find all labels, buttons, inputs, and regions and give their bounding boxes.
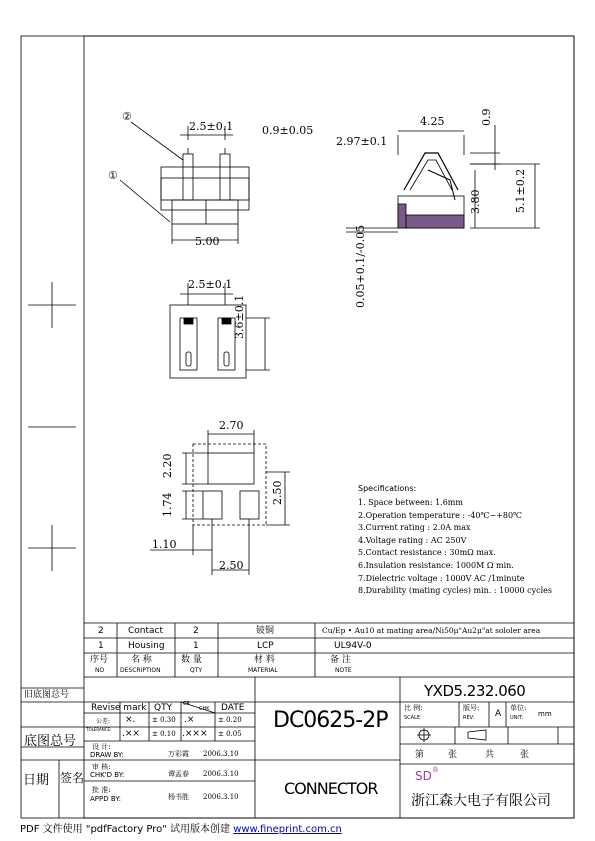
bom-no: 1 [98,641,104,651]
date-col-label: DATE [221,703,245,713]
pdf-footer [20,820,342,835]
bom-head-desc-en: DESCRIPTION [120,667,161,674]
specs-list [358,497,552,598]
spec-item: 2.Operation temperature : -40℃~+80℃ [358,510,522,520]
bom-head-desc: 名 称 [131,655,152,665]
appd-name: 杨书胜 [168,793,189,801]
dim-pitch-top: 2.5±0.1 [189,120,234,133]
dim-slot-len: 3.6±0.1 [233,294,246,339]
sheet-label-2: 张 [448,750,458,760]
bom-note: UL94V-0 [334,641,372,651]
bom-desc: Housing [128,641,165,651]
part-number: DC0625-2P [273,708,388,733]
dim-pad-h-bottom: 1.74 [161,492,174,517]
spec-item: 5.Contact resistance : 30mΩ max. [358,548,496,558]
document-number: YXD5.232.060 [424,682,526,700]
scale-cn: 比 例: [404,704,423,712]
qty-label: QTY [154,703,173,713]
bom-head-no: 序号 [90,655,109,665]
company-logo: SD [415,769,432,783]
rev-cn: 版号: [463,704,480,712]
dim-pad-total-h: 2.50 [271,480,284,505]
dim-pad-h-top: 2.20 [161,453,174,478]
bom-head-note-en: NOTE [335,667,352,674]
appd-cn: 批 准: [92,786,111,794]
tol-2-value: ± 0.20 [218,716,242,724]
revise-label: Revise mark [91,703,147,713]
company-logo-mark: ® [432,766,439,774]
tol-3: .×× [122,729,140,739]
bom-no: 2 [98,626,104,636]
tol-2: .× [184,715,195,725]
tol-1-value: ± 0.30 [152,716,176,724]
tol-1: ×. [125,715,136,725]
unit-en: UNIT: [510,715,524,721]
bom-material: 铍铜 [256,626,275,636]
bom-head-mat-en: MATERIAL [248,667,278,674]
unit-value: mm [538,710,552,718]
chk-name: 谭孟春 [168,770,189,778]
dim-side-len: 4.25 [420,115,445,128]
bom-note: Cu/Ep • Au10 at mating area/Ni50μ"Au2μ"at sololer area [322,626,541,635]
spec-item: 7.Dielectric voltage : 1000V AC /1minute [358,573,525,583]
bom-head-qty: 数 量 [181,655,202,665]
bom-desc: Contact [128,626,164,636]
front-view [120,122,249,244]
appd-date: 2006.3.10 [203,793,239,801]
date-label: 日期 [23,773,50,788]
old-drawing-label: 旧底图总号 [24,690,70,700]
company-name: 浙江森大电子有限公司 [411,793,551,809]
draw-cn: 设 计: [92,743,111,751]
dim-side-offset: 2.97±0.1 [336,135,388,148]
chk-label: CHK [199,706,210,712]
dim-width: 5.00 [195,235,220,248]
bottom-view [170,283,270,378]
chk-cn: 审 核: [92,763,111,771]
chk-date: 2006.3.10 [203,770,239,778]
cr-label: CR [183,701,190,707]
dim-side-gap: 0.9 [480,108,493,126]
scale-en: SCALE: [404,715,422,721]
bom-head-mat: 材 料 [254,655,275,665]
rev-value: A [495,709,502,719]
draw-en: DRAW BY: [90,751,124,759]
chk-en: CHK'D BY: [90,771,125,779]
callout-1: ① [108,169,118,182]
dim-pitch-bottom: 2.5±0.1 [188,278,233,291]
total-label: 共 [485,750,495,760]
drawing-no-label: 底图总号 [24,734,77,749]
rev-en: REV: [463,715,475,721]
bom-head-note: 备 注 [330,655,351,665]
sign-label: 签名 [60,771,85,785]
dim-side-h2: 5.1±0.2 [514,168,527,213]
tol-4-value: ± 0.05 [218,730,242,738]
total-label-2: 张 [520,750,530,760]
tol-cn: 公差: [96,718,111,725]
part-name: CONNECTOR [284,779,378,798]
bom-qty: 1 [193,641,199,651]
callout-2: ② [122,110,132,123]
dim-pad-offset: 1.10 [152,538,177,551]
tol-en: TOLERANCE: [86,727,112,732]
footer-link[interactable]: www.fineprint.com.cn [233,824,342,835]
dim-side-tol: 0.05+0.1/-0.05 [354,224,367,308]
spec-item: 3.Current rating : 2.0A max [358,523,471,533]
spec-item: 1. Space between: 1.6mm [358,498,463,507]
sheet-label: 第 [415,750,425,760]
dim-pad-pitch: 2.50 [219,559,244,572]
dim-pad-w-top: 2.70 [219,419,244,432]
specs-title: Specifications: [358,484,417,493]
unit-cn: 单位: [510,704,527,712]
draw-name: 万彩霞 [168,750,189,758]
tol-3-value: ± 0.10 [152,730,176,738]
spec-item: 8.Durability (mating cycles) min. : 10000 cycles [358,586,552,596]
bom-material: LCP [257,641,274,651]
dim-side-h1: 3.80 [469,189,482,214]
spec-item: 4.Voltage rating : AC 250V [358,535,467,545]
bom-head-no-en: NO [95,667,105,674]
dim-pin-width: 0.9±0.05 [262,124,314,137]
pdf-footer-text: PDF 文件使用 "pdfFactory Pro" 试用版本创建 [20,824,231,835]
bom-head-qty-en: QTY [190,667,203,674]
draw-date: 2006.3.10 [203,750,239,758]
appd-en: APPD BY: [90,795,121,803]
bom-qty: 2 [193,626,199,636]
spec-item: 6.Insulation resistance: 1000M Ω min. [358,560,514,570]
tol-4: .××× [182,729,208,739]
